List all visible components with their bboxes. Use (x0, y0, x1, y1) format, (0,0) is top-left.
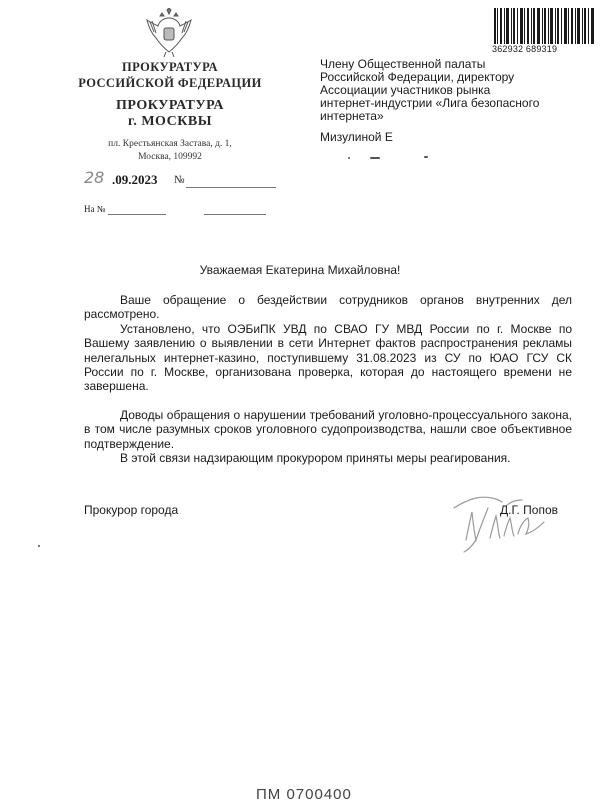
salutation: Уважаемая Екатерина Михайловна! (199, 263, 401, 277)
scan-artifact (370, 157, 380, 159)
signer-position: Прокурор города (84, 503, 179, 517)
recipient-line: интернета» (320, 109, 384, 123)
barcode-image (494, 8, 594, 44)
scan-artifact (424, 156, 428, 158)
barcode-number: 362932 689319 (492, 44, 558, 54)
recipient-line: Российской Федерации, директору (320, 70, 515, 84)
recipient-line: интернет-индустрии «Лига безопасного (320, 96, 540, 110)
scan-artifact (348, 157, 350, 159)
recipient-name: Мизулиной Е (320, 130, 393, 144)
org-name-line: ПРОКУРАТУРА (122, 60, 218, 74)
reference-label: На № (84, 204, 106, 214)
recipient-line: Члену Общественной палаты (320, 57, 486, 71)
letter-paragraph: В этой связи надзирающим прокурором приняты меры реагирования. (120, 451, 511, 465)
org-subname-line: ПРОКУРАТУРА (115, 98, 225, 113)
form-code: ПМ 0700400 (256, 786, 352, 803)
document-number-line (186, 187, 276, 188)
coat-of-arms-icon (146, 8, 192, 58)
document-number-label: № (174, 174, 185, 186)
org-name-line: РОССИЙСКОЙ ФЕДЕРАЦИИ (78, 76, 262, 90)
scan-artifact (38, 545, 40, 547)
handwritten-signature-icon (446, 478, 566, 558)
reference-line (108, 214, 166, 215)
reference-date-line (204, 214, 266, 215)
address-line: пл. Крестьянская Застава, д. 1, (108, 139, 232, 149)
letter-paragraph: Ваше обращение о бездействии сотрудников органов внутренних дел рассмотрено. (84, 293, 572, 322)
letter-paragraph: Установлено, что ОЭБиПК УВД по СВАО ГУ МВД России по г. Москве по Вашему заявлению о выявлении в сети Интернет фактов распространения рекламы нелегальных интернет-казино, поступившему 31.08.2023 из СУ по ЮАО ГСУ СК России по г. Москве, организована проверка, которая до настоящего времени не завершена. (84, 322, 572, 394)
recipient-line: Ассоциации участников рынка (320, 83, 491, 97)
document-date: .09.2023 (112, 172, 158, 187)
recipient-block (320, 58, 580, 123)
letter-paragraph: Доводы обращения о нарушении требований уголовно-процессуального закона, в том числе разумных сроков уголовного судопроизводства, нашли свое объективное подтверждение. (84, 408, 572, 451)
handwritten-day: 28 (84, 168, 105, 187)
signer-name: Д.Г. Попов (500, 503, 559, 517)
address-line: Москва, 109992 (138, 152, 202, 162)
org-subname-line: г. МОСКВЫ (128, 114, 212, 129)
